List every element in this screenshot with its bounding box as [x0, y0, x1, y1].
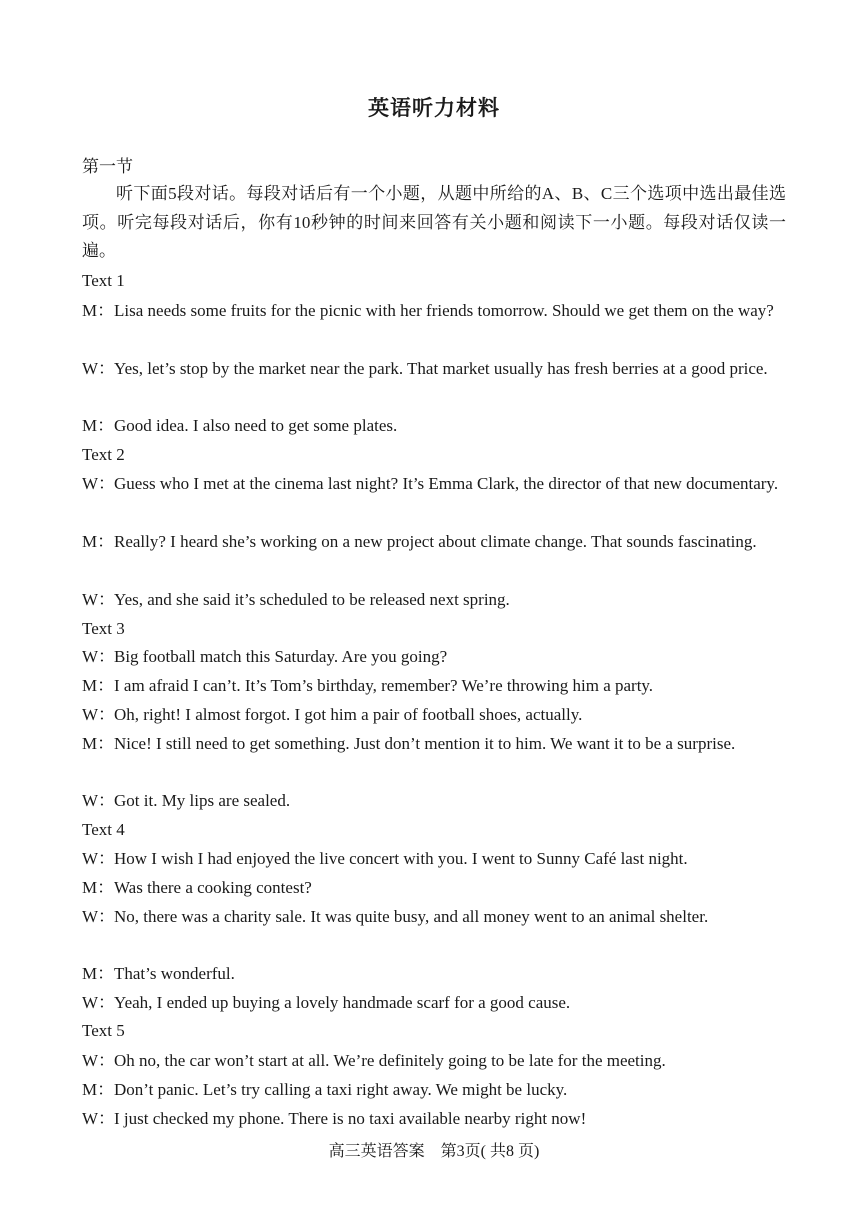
page-footer: 高三英语答案 第3页( 共8 页)	[328, 1143, 540, 1160]
speaker-label: M：	[82, 676, 115, 695]
line-text: How I wish I had enjoyed the live concert with you. I went to Sunny Café last night.	[114, 849, 688, 868]
dialogue-line	[82, 355, 816, 384]
dialogue-line	[82, 730, 816, 759]
dialogue-line	[82, 845, 816, 874]
dialogue-line	[82, 1047, 816, 1076]
speaker-label: M：	[82, 301, 115, 320]
speaker-label: W：	[82, 359, 116, 378]
speaker-label: W：	[82, 1051, 116, 1070]
line-text: That’s wonderful.	[114, 964, 235, 983]
section-heading: 第一节	[82, 157, 133, 176]
line-text: I just checked my phone. There is no taxi available nearby right now!	[114, 1109, 587, 1128]
dialogue-line	[82, 787, 816, 816]
text-label: Text 5	[82, 1021, 125, 1040]
line-text: No, there was a charity sale. It was quite busy, and all money went to an animal shelter.	[114, 907, 709, 926]
speaker-label: W：	[82, 474, 116, 493]
speaker-label: W：	[82, 791, 116, 810]
speaker-label: W：	[82, 705, 116, 724]
dialogue-line	[82, 297, 816, 326]
line-text: Really? I heard she’s working on a new project about climate change. That sounds fascinating.	[114, 532, 757, 551]
dialogue-line	[82, 412, 816, 441]
dialogue-line	[82, 903, 816, 932]
dialogue-line	[82, 643, 816, 672]
line-text: Good idea. I also need to get some plates.	[114, 416, 398, 435]
dialogue-line	[82, 672, 816, 701]
speaker-label: M：	[82, 878, 115, 897]
text-label: Text 2	[82, 445, 125, 464]
line-text: Got it. My lips are sealed.	[114, 791, 291, 810]
speaker-label: W：	[82, 1109, 116, 1128]
speaker-label: M：	[82, 532, 115, 551]
line-text: Yes, let’s stop by the market near the park. That market usually has fresh berries at a good price.	[114, 359, 768, 378]
dialogue-line	[82, 960, 816, 989]
speaker-label: M：	[82, 734, 115, 753]
dialogue-line	[82, 586, 816, 615]
line-text: Lisa needs some fruits for the picnic with her friends tomorrow. Should we get them on the way?	[114, 301, 774, 320]
line-text: Was there a cooking contest?	[114, 878, 312, 897]
speaker-label: W：	[82, 993, 116, 1012]
line-text: Yeah, I ended up buying a lovely handmade scarf for a good cause.	[114, 993, 571, 1012]
line-text: Yes, and she said it’s scheduled to be released next spring.	[114, 590, 510, 609]
speaker-label: W：	[82, 590, 116, 609]
line-text: Don’t panic. Let’s try calling a taxi right away. We might be lucky.	[114, 1080, 568, 1099]
speaker-label: M：	[82, 416, 115, 435]
speaker-label: W：	[82, 647, 116, 666]
dialogue-line	[82, 528, 816, 557]
line-text: Big football match this Saturday. Are you going?	[114, 647, 448, 666]
line-text: Guess who I met at the cinema last night? It’s Emma Clark, the director of that new documentary.	[114, 474, 779, 493]
text-label: Text 1	[82, 271, 125, 290]
dialogue-line	[82, 874, 816, 903]
text-label: Text 3	[82, 619, 125, 638]
dialogue-line	[82, 1076, 816, 1105]
line-text: Oh no, the car won’t start at all. We’re definitely going to be late for the meeting.	[114, 1051, 666, 1070]
dialogue-line	[82, 1105, 816, 1134]
speaker-label: W：	[82, 849, 116, 868]
line-text: I am afraid I can’t. It’s Tom’s birthday, remember? We’re throwing him a party.	[114, 676, 654, 695]
dialogue-line	[82, 989, 816, 1018]
page-title: 英语听力材料	[368, 96, 500, 120]
speaker-label: W：	[82, 907, 116, 926]
line-text: Oh, right! I almost forgot. I got him a pair of football shoes, actually.	[114, 705, 583, 724]
text-label: Text 4	[82, 820, 125, 839]
line-text: Nice! I still need to get something. Just don’t mention it to him. We want it to be a surprise.	[114, 734, 736, 753]
instructions: 听下面5段对话。每段对话后有一个小题，从题中所给的A、B、C三个选项中选出最佳选项。听完每段对话后，你有10秒钟的时间来回答有关小题和阅读下一小题。每段对话仅读一遍。	[82, 184, 786, 261]
dialogue-line	[82, 470, 816, 499]
speaker-label: M：	[82, 1080, 115, 1099]
dialogue-line	[82, 701, 816, 730]
speaker-label: M：	[82, 964, 115, 983]
